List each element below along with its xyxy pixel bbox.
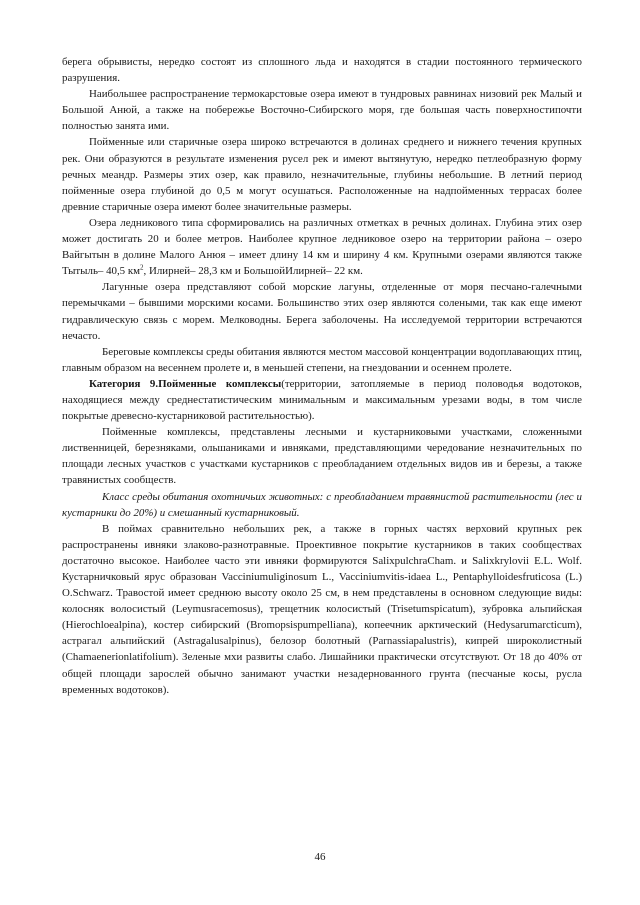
category-description: (территории, затопляемые в период половодья водотоков, находящиеся между среднестатистическим минимальным и максимальным урезами воды, в том числе покрытые древесно-кустарниковой растительностью). <box>62 377 582 423</box>
paragraph-habitat-class: Класс среды обитания охотничьих животных: с преобладанием травянистой растительности (лес и кустарники до 20%) и смешанный кустарниковый. <box>62 490 582 519</box>
superscript-2: 2 <box>140 263 144 272</box>
paragraph-glacial-lakes <box>62 215 582 279</box>
paragraph-shore-erosion: берега обрывисты, нередко состоят из сплошного льда и находятся в стадии постоянного термического разрушения. <box>62 56 582 85</box>
paragraph-category-9 <box>62 376 582 424</box>
paragraph-shore-complexes: Береговые комплексы среды обитания являются местом массовой концентрации водоплавающих птиц, главным образом на весеннем пролете и, в меньшей степени, на гнездовании и осеннем пролете. <box>62 345 582 374</box>
paragraph-thermokarst-lakes: Наибольшее распространение термокарстовые озера имеют в тундровых равнинах низовий рек Малый и Большой Анюй, а также на побережье Восточно-Сибирского моря, где большая часть поверхностипочти полностью занята ими. <box>62 88 582 133</box>
document-body <box>62 54 582 698</box>
glacial-lakes-text: Озера ледникового типа сформировались на различных отметках в речных долинах. Глубина этих озер может достигать 20 и более метров. Наиболее крупное ледниковое озеро на территории района – озеро Вайгытын в долине Малого Анюя – имеет длину 14 км и ширину 4 км. Крупными озерами являются также Тытыль– 40,5 км <box>62 216 582 278</box>
paragraph-floodplain-complexes: Пойменные комплексы, представлены лесными и кустарниковыми участками, сложенными лиственницей, березняками, ольшаниками и ивняками, представляющими чередование незначительных по площади лесных участков с участками кустарников с преобладанием отдельных видов ив и березы, а также травянистых сообществ. <box>62 426 582 487</box>
paragraph-floodplain-lakes: Пойменные или старичные озера широко встречаются в долинах среднего и нижнего течения крупных рек. Они образуются в результате изменения русел рек и имеют вытянутую, нередко петлеобразную форму речных меандр. Размеры этих озер, как правило, незначительные, глубины небольшие. В летний период пойменные озера глубиной до 0,5 м могут осушаться. Расположенные на надпойменных террасах более древние старичные озера имеют более значительные размеры. <box>62 136 582 213</box>
page-number: 46 <box>314 851 326 863</box>
glacial-lakes-text-end: , Илирней– 28,3 км и БольшойИлирней– 22 км. <box>143 265 363 278</box>
category-heading: Категория 9.Пойменные комплексы <box>89 377 282 390</box>
paragraph-lagoon-lakes: Лагунные озера представляют собой морские лагуны, отделенные от моря песчано-галечными перемычками – бывшими морскими косами. Большинство этих озер являются солеными, так как еще имеют гидравлическую связь с морем. Мелководны. Берега заболочены. На исследуемой территории встречаются нечасто. <box>62 281 582 342</box>
paragraph-willow-thickets: В поймах сравнительно небольших рек, а также в горных частях верховий крупных рек распространены ивняки злаково-разнотравные. Проективное покрытие кустарников в таких сообществах достаточно высокое. Наиболее часто эти ивняки формируются SalixpulchraCham. и Salixkrylovii E.L. Wolf. Кустарничковый ярус образован Vacciniumuliginosum L., Vacciniumvitis-idaea L., Pentaphylloidesfruticosa (L.) O.Schwarz. Травостой имеет среднюю высоту около 25 см, в нем представлены в основном следующие виды: колосняк волосистый (Leymusracemosus), трещетник колосистый (Trisetumspicatum), зубровка альпийская (Hierochloealpina), костер сибирский (Bromopsispumpelliana), копеечник арктический (Hedysarumarcticum), астрагал альпийский (Astragalusalpinus), белозор болотный (Parnassiapalustris), кипрей широколистный (Chamaenerionlatifolium). Зеленые мхи развиты слабо. Лишайники практически отсутствуют. От 18 до 40% от общей площади зарослей обычно занимают участки незадернованного грунта (песчаные косы, русла временных водотоков). <box>62 522 582 696</box>
